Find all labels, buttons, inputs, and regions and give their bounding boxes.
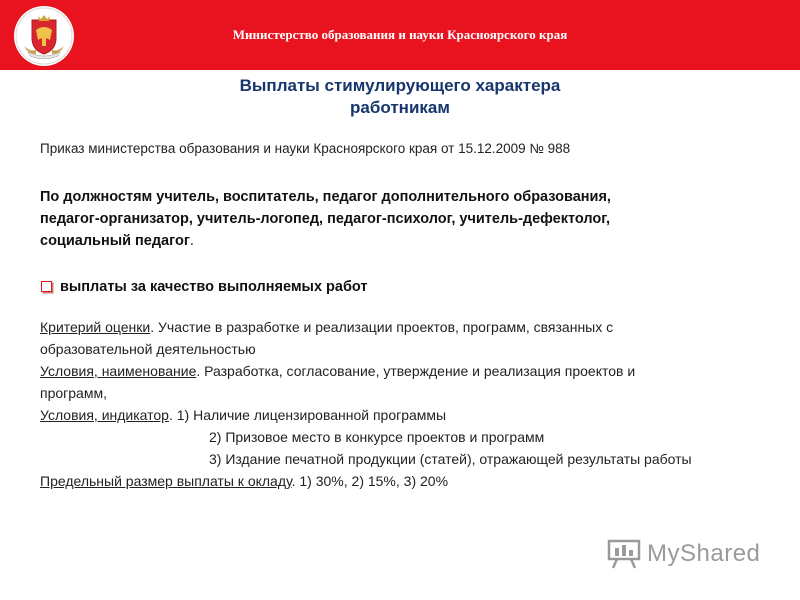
criteria-row-cont: образовательной деятельностью [40,341,256,357]
order-reference: Приказ министерства образования и науки Красноярского края от 15.12.2009 № 988 [40,141,571,156]
criteria-block [40,316,790,492]
criteria-text1: . Участие в разработке и реализации проектов, программ, связанных с [150,319,614,335]
payment-heading [40,279,740,295]
indicator-item-3: 3) Издание печатной продукции (статей), отражающей результаты работы [209,451,692,467]
indicator-item-1: . 1) Наличие лицензированной программы [168,407,447,423]
positions-line3-end: . [189,233,194,249]
criteria-label: Критерий оценки [40,319,151,335]
limit-row [40,470,790,492]
positions-list [40,186,790,252]
slide-title-line1: Выплаты стимулирующего характера [239,76,561,95]
positions-line3-text: социальный педагог [40,233,190,249]
conditions-indicator-label: Условия, индикатор [40,407,169,423]
positions-line1: По должностям учитель, воспитатель, педагог дополнительного образования, [40,189,611,205]
payment-heading-text: выплаты за качество выполняемых работ [60,279,368,295]
coat-of-arms-icon [14,6,74,66]
positions-line2: педагог-организатор, учитель-логопед, педагог-психолог, учитель-дефектолог, [40,211,611,227]
limit-label: Предельный размер выплаты к окладу [40,473,292,489]
indicator-item-2: 2) Призовое место в конкурсе проектов и программ [209,429,545,445]
watermark-text: MyShared [647,540,761,567]
header-band [0,0,800,70]
criteria-row [40,316,790,338]
conditions-name-text1: . Разработка, согласование, утверждение и реализация проектов и [196,363,636,379]
myshared-watermark [607,537,767,571]
ministry-title: Министерство образования и науки Красноярского края [232,27,568,42]
conditions-name-label: Условия, наименование [40,363,197,379]
limit-text: . 1) 30%, 2) 15%, 3) 20% [291,473,449,489]
conditions-indicator-row [40,404,790,426]
presentation-board-icon [607,539,641,574]
slide-title [150,75,650,119]
conditions-name-row [40,360,790,382]
slide-title-line2: работникам [350,98,450,117]
checkbox-bullet-icon [41,281,52,292]
positions-line3 [40,230,790,252]
conditions-name-row-cont: программ, [40,385,107,401]
